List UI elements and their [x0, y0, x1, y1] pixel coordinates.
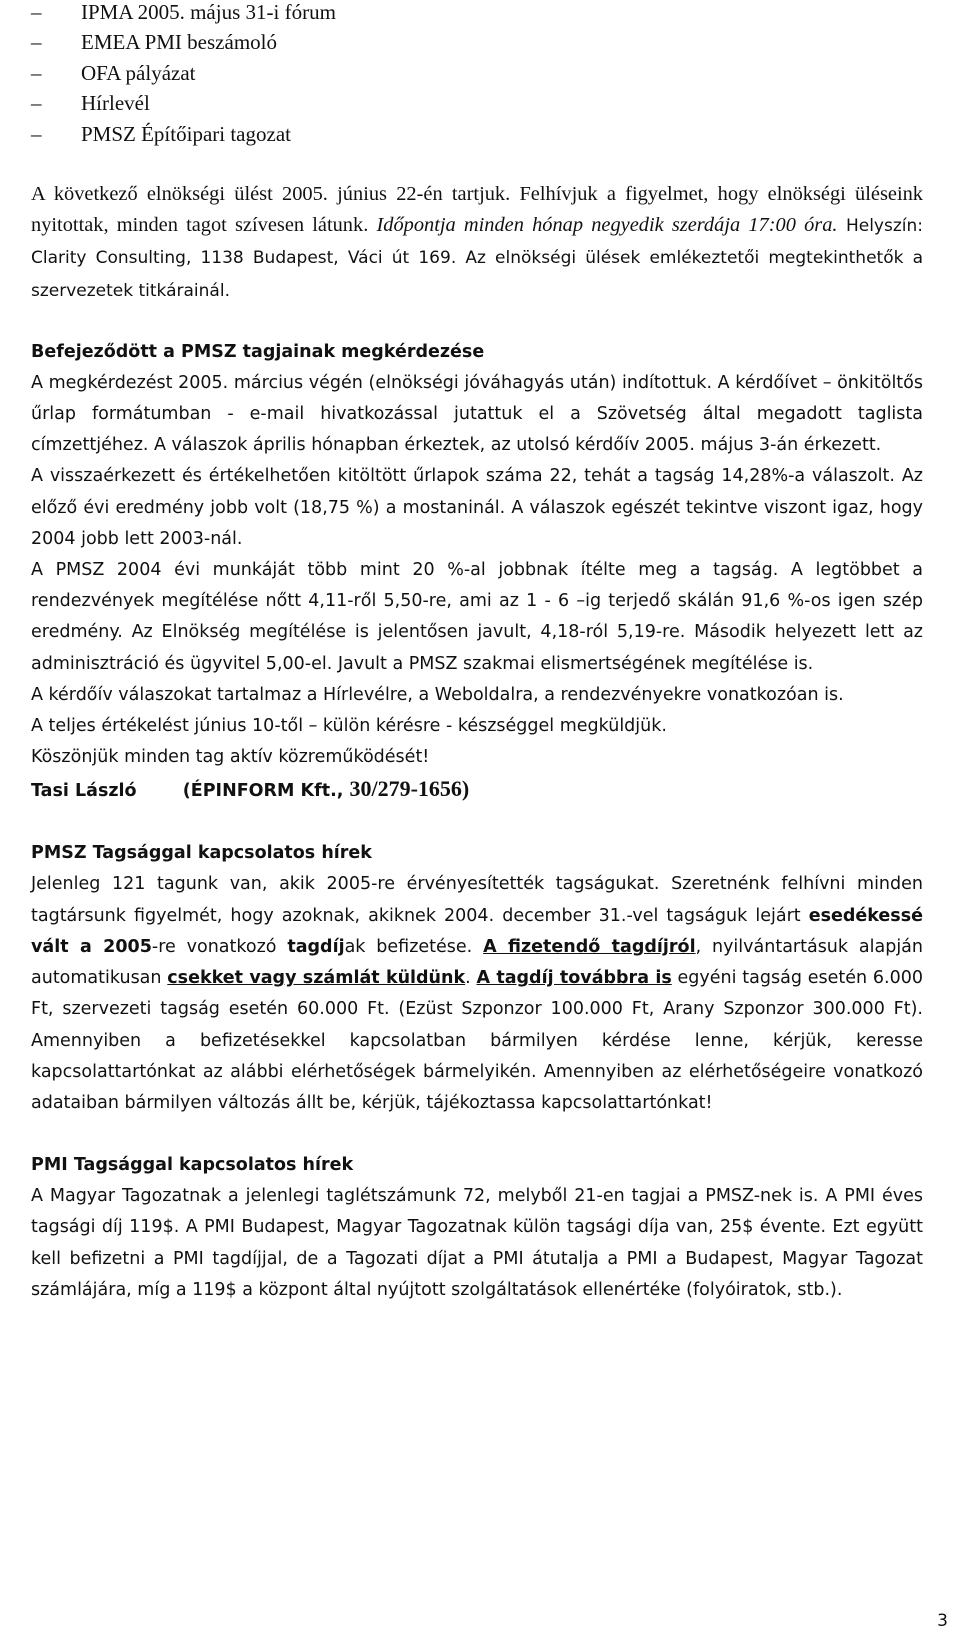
list-item: – IPMA 2005. május 31-i fórum — [31, 0, 923, 27]
survey-paragraph-2: A visszaérkezett és értékelhetően kitöltött űrlapok száma 22, tehát a tagság 14,28%-a válaszolt. Az előző évi eredmény jobb volt (18,75 %) a mostaninál. A válaszok egészét tekintve viszont igaz, hogy 2004 jobb lett 2003-nál. — [31, 466, 923, 549]
agenda-list — [31, 0, 923, 149]
emphasis-fee-still: A tagdíj továbbra is — [476, 968, 672, 989]
survey-paragraph-4: A kérdőív válaszokat tartalmaz a Hírlevélre, a Weboldalra, a rendezvényekre vonatkozóan is. — [31, 684, 844, 705]
document-page — [31, 0, 923, 1306]
survey-paragraph-5: A teljes értékelést június 10-től – külön kérésre - készséggel megküldjük. — [31, 716, 667, 737]
emphasis-due: esedékessé vált a 2005 — [31, 905, 923, 957]
survey-paragraph-1: A megkérdezést 2005. március végén (elnökségi jóváhagyás után) indítottuk. A kérdőívet – önkitöltős űrlap formátumban - e-mail hivatkozással jutattuk el a Szövetség által megadott taglista címzettjéhez. A válaszok április hónapban érkeztek, az utolsó kérdőív 2005. május 3-án érkezett. — [31, 372, 923, 456]
page-number: 3 — [937, 1611, 948, 1631]
emphasis-fee-payable: A fizetendő tagdíjról — [483, 936, 696, 957]
signature-name: Tasi László — [31, 781, 137, 802]
board-meeting-location: Helyszín: Clarity Consulting, 1138 Budapest, Váci út 169. Az elnökségi ülések emlékeztetői megtekinthetők a szervezetek titkárainál. — [31, 216, 923, 301]
survey-paragraph-6: Köszönjük minden tag aktív közreműködését! — [31, 747, 430, 768]
list-item: – OFA pályázat — [31, 58, 923, 88]
pmsz-membership-heading: PMSZ Tagsággal kapcsolatos hírek — [31, 843, 372, 864]
pmsz-membership-paragraph — [31, 869, 923, 1119]
survey-heading: Befejeződött a PMSZ tagjainak megkérdezése — [31, 341, 485, 362]
survey-paragraph-3: A PMSZ 2004 évi munkáját több mint 20 %-al jobbnak ítélte meg a tagság. A legtöbbet a rendezvények megítélése nőtt 4,11-ről 5,50-re, ami az 1 - 6 –ig terjedő skálán 91,6 %-os igen szép eredmény. Az Elnökség megítélése is jelentősen javult, 4,18-ról 5,19-re. Második helyezett lett az adminisztráció és ügyvitel 5,00-el. Javult a PMSZ szakmai elismertségének megítélése is. — [31, 560, 923, 674]
emphasis-fee: tagdíj — [287, 936, 345, 957]
board-meeting-time: Időpontja minden hónap negyedik szerdája 17:00 óra. — [376, 214, 838, 237]
pmi-membership-heading: PMI Tagsággal kapcsolatos hírek — [31, 1155, 354, 1176]
board-meeting-paragraph — [31, 179, 923, 307]
signature — [31, 773, 923, 807]
signature-separator: , — [336, 781, 350, 802]
text-run: -re vonatkozó — [151, 936, 288, 957]
text-run: egyéni tagság esetén 6.000 Ft, szervezeti tagság esetén 60.000 Ft. (Ezüst Szponzor 100.000 Ft, Arany Szponzor 300.000 Ft). Amennyiben a befizetésekkel kapcsolatban bármilyen kérdése lenne, kérjük, keresse kapcsolattartónkat az alábbi elérhetőségek bármelyikén. Amennyiben az elérhetőségeire vonatkozó adataiban bármilyen változás állt be, kérjük, tájékoztassa kapcsolattartónkat! — [31, 968, 923, 1113]
signature-company: (ÉPINFORM Kft. — [182, 781, 337, 802]
list-item: – PMSZ Építőipari tagozat — [31, 119, 923, 149]
emphasis-invoice: csekket vagy számlát küldünk — [167, 968, 466, 989]
list-item: – EMEA PMI beszámoló — [31, 27, 923, 57]
signature-phone: 30/279-1656) — [349, 776, 470, 802]
board-meeting-text: A következő elnökségi ülést 2005. június 22-én tartjuk. Felhívjuk a figyelmet, hogy elnökségi üléseink nyitottak, minden tagot szívesen látunk. — [31, 183, 923, 237]
pmi-membership-paragraph: A Magyar Tagozatnak a jelenlegi taglétszámunk 72, melyből 21-en tagjai a PMSZ-nek is. A PMI éves tagsági díj 119$. A PMI Budapest, Magyar Tagozatnak külön tagsági díja van, 25$ évente. Ezt együtt kell befizetni a PMI tagdíjjal, de a Tagozati díjat a PMI átutalja a PMI a Budapest, Magyar Tagozat számlájára, míg a 119$ a központ által nyújtott szolgáltatások ellenértéke (folyóiratok, stb.). — [31, 1186, 923, 1300]
text-run: Jelenleg 121 tagunk van, akik 2005-re érvényesítették tagságukat. Szeretnénk felhívni minden tagtársunk figyelmét, hogy azoknak, akiknek 2004. december 31.-vel tagságuk lejárt — [31, 874, 923, 926]
text-run: ak befizetése. — [344, 936, 484, 957]
text-run: , nyilvántartásuk alapján automatikusan — [31, 936, 923, 989]
text-run: . — [465, 968, 477, 989]
list-item: – Hírlevél — [31, 88, 923, 118]
